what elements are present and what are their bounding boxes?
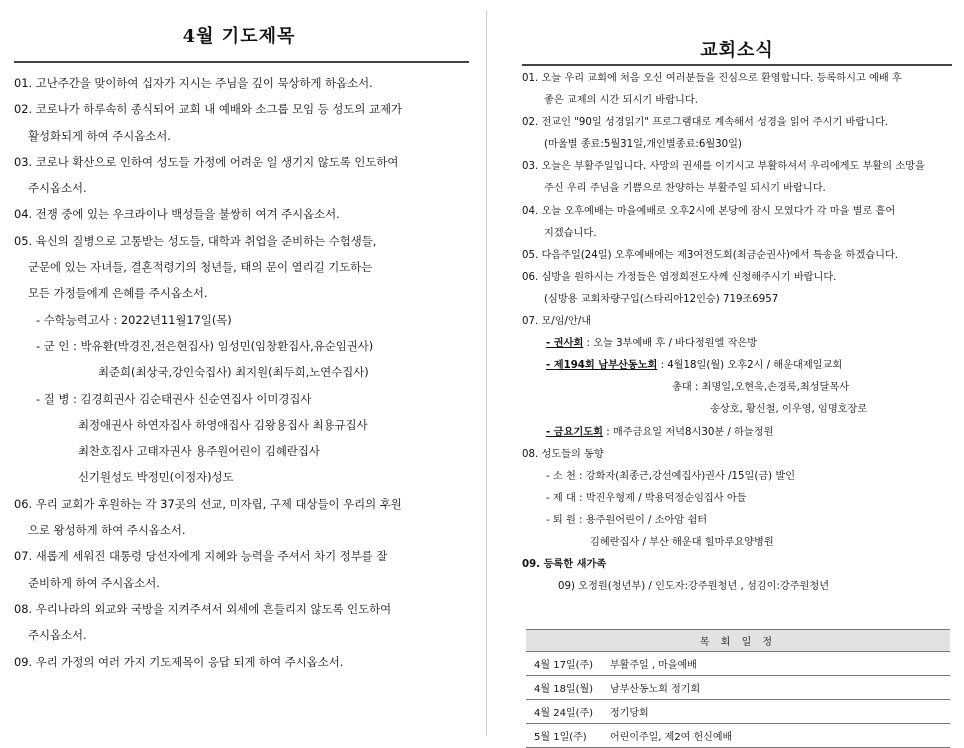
schedule-date: 4월 18일(월) — [526, 676, 609, 700]
schedule-event: 정기당회 — [609, 700, 950, 724]
news-line: 좋은 교제의 시간 되시기 바랍니다. — [544, 95, 698, 107]
prayer-line: 주시옵소서. — [28, 628, 87, 643]
news-column — [522, 0, 952, 744]
news-line: 주신 우리 주님을 기쁨으로 찬양하는 부활주일 되시기 바랍니다. — [544, 183, 826, 195]
meeting-item — [522, 333, 952, 355]
prayer-line: 군문에 있는 자녀들, 결혼적령기의 청년들, 태의 문이 열리길 기도하는 — [28, 260, 373, 275]
schedule-event: 어린이주일, 제2여 헌신예배 — [609, 724, 950, 748]
prayer-subline: - 질 병 : 김경희권사 김순태권사 신순연집사 이미경집사 — [36, 391, 312, 406]
news-line: 01. 오늘 우리 교회에 처음 오신 여러분들을 진심으로 환영합니다. 등록하시고 예배 후 — [522, 73, 902, 84]
trend-item: - 소 천 : 강화자(최종근,강선예집사)권사 /15일(금) 발인 — [546, 470, 796, 482]
prayer-subline: - 수학능력고사 : 2022년11월17일(목) — [36, 312, 232, 327]
meetings-heading: 07. 모/임/안/내 — [522, 316, 592, 328]
prayer-subline: - 군 인 : 박유환(박경진,전은현집사) 임성민(임창환집사,유순임권사) — [36, 338, 374, 353]
meeting-item: 송상호, 황신철, 이우영, 임명호장로 — [710, 404, 868, 416]
schedule-event: 남부산동노회 정기회 — [609, 676, 950, 700]
news-line: 03. 오늘은 부활주일입니다. 사망의 권세를 이기시고 부활하셔서 우리에게도 부활의 소망을 — [522, 161, 925, 173]
meeting-item: 총대 : 최명일,오현욱,손경룩,최성달목사 — [672, 382, 850, 394]
news-title: 교회소식 — [700, 40, 774, 61]
prayer-line: 준비하게 하여 주시옵소서. — [28, 575, 160, 590]
prayer-line: 05. 육신의 질병으로 고통받는 성도들, 대학과 취업을 준비하는 수험생들, — [14, 233, 377, 248]
prayer-list — [14, 70, 464, 675]
newcomer-item: 09) 오정원(청년부) / 인도자:강주원청년 , 섬김이:강주원청년 — [558, 581, 830, 593]
news-line: (마울별 종료:5월31일,개인별종료:6월30일) — [544, 139, 742, 151]
schedule-date: 4월 24일(주) — [526, 700, 609, 724]
newcomer-heading: 09. 등록한 새가족 — [522, 559, 607, 571]
schedule-event: 부활주일 , 마을예배 — [609, 652, 950, 676]
prayer-line: 07. 새롭게 세워진 대통령 당선자에게 지혜와 능력을 주셔서 차기 정부를 잘 — [14, 549, 388, 564]
table-row — [526, 676, 950, 700]
meeting-label: - 제194회 남부산동노회 — [546, 360, 658, 372]
trend-item: 김혜란집사 / 부산 해운대 힐마루요양병원 — [590, 536, 774, 548]
prayer-column — [14, 0, 462, 744]
schedule-header: 목 회 일 정 — [526, 630, 950, 652]
prayer-line: 03. 코로나 확산으로 인하여 성도들 가정에 어려운 일 생기지 않도록 인도하여 — [14, 154, 399, 169]
table-row — [526, 652, 950, 676]
news-line: 지겠습니다. — [544, 227, 597, 239]
prayer-line: 모든 가정들에게 은혜를 주시옵소서. — [28, 286, 208, 301]
news-line: (심방용 교회차량구입(스타리아12인승) 719조6957 — [544, 293, 779, 305]
prayer-line: 01. 고난주간을 맞이하여 십자가 지시는 주님을 깊이 묵상하게 하옵소서. — [14, 76, 373, 90]
prayer-line: 06. 우리 교회가 후원하는 각 37곳의 선교, 미자립, 구제 대상들이 우리의 후원 — [14, 496, 402, 511]
prayer-subline: 신기원성도 박정민(이정자)성도 — [78, 470, 234, 485]
trend-item: - 퇴 원 : 용주원어린이 / 소아암 쉼터 — [546, 514, 708, 526]
trend-item: - 제 대 : 박진우형제 / 박용덕정순임집사 아들 — [546, 492, 747, 504]
prayer-line: 활성화되게 하여 주시옵소서. — [28, 128, 171, 143]
meeting-text: : 오늘 3부예배 후 / 바다정원엘 작은방 — [583, 338, 758, 350]
news-line: 04. 오늘 오후예배는 마을예배로 오후2시에 본당에 잠시 모였다가 각 마을 별로 흩어 — [522, 205, 896, 217]
prayer-subline: 최찬호집사 고태자권사 용주원어린이 김혜란집사 — [78, 444, 320, 459]
prayer-line: 으로 왕성하게 하여 주시옵소서. — [28, 523, 186, 538]
meeting-text: : 매주금요일 저녁8시30분 / 하늘정원 — [602, 426, 774, 438]
trends-heading: 08. 성도들의 동향 — [522, 448, 604, 460]
prayer-title: 4월 기도제목 — [182, 26, 296, 47]
prayer-title-rule — [14, 61, 469, 63]
prayer-subline: 최준희(최상국,강인숙집사) 최지원(최두희,노연수집사) — [98, 365, 369, 380]
table-row — [526, 700, 950, 724]
schedule-date: 5월 1일(주) — [526, 724, 609, 748]
meeting-item — [522, 422, 952, 444]
prayer-line: 09. 우리 가정의 여러 가지 기도제목이 응답 되게 하여 주시옵소서. — [14, 654, 344, 669]
prayer-line: 08. 우리나라의 외교와 국방을 지켜주셔서 외세에 흔들리지 않도록 인도하여 — [14, 601, 392, 616]
schedule-table — [526, 629, 950, 748]
prayer-line: 주시옵소서. — [28, 181, 87, 196]
meeting-label: - 금요기도회 — [546, 426, 603, 438]
prayer-line: 04. 전쟁 중에 있는 우크라이나 백성들을 불쌍히 여겨 주시옵소서. — [14, 207, 340, 222]
meeting-label: - 권사회 — [546, 338, 584, 350]
prayer-subline: 최정애권사 하연자집사 하영애집사 김왕용집사 최용규집사 — [78, 417, 368, 432]
schedule-date: 4월 17일(주) — [526, 652, 609, 676]
column-divider — [486, 10, 487, 736]
news-title-rule — [522, 64, 952, 66]
news-list — [522, 68, 952, 598]
meeting-text: : 4월18일(월) 오후2시 / 해운대제일교회 — [657, 360, 843, 372]
meeting-item — [522, 355, 952, 377]
news-line: 06. 심방을 원하시는 가정들은 엽정희전도사께 신청해주시기 바랍니다. — [522, 271, 837, 283]
news-line: 02. 전교인 "90일 성경읽기" 프로그램대로 계속해서 성경을 읽어 주시기 바랍니다. — [522, 117, 889, 129]
news-line: 05. 다음주일(24일) 오후예배에는 제3여전도회(최금순권사)에서 특송을 하겠습니다. — [522, 249, 899, 261]
prayer-line: 02. 코로나가 하루속히 종식되어 교회 내 예배와 소그룹 모임 등 성도의 교제가 — [14, 102, 403, 117]
schedule-header-row — [526, 630, 950, 652]
